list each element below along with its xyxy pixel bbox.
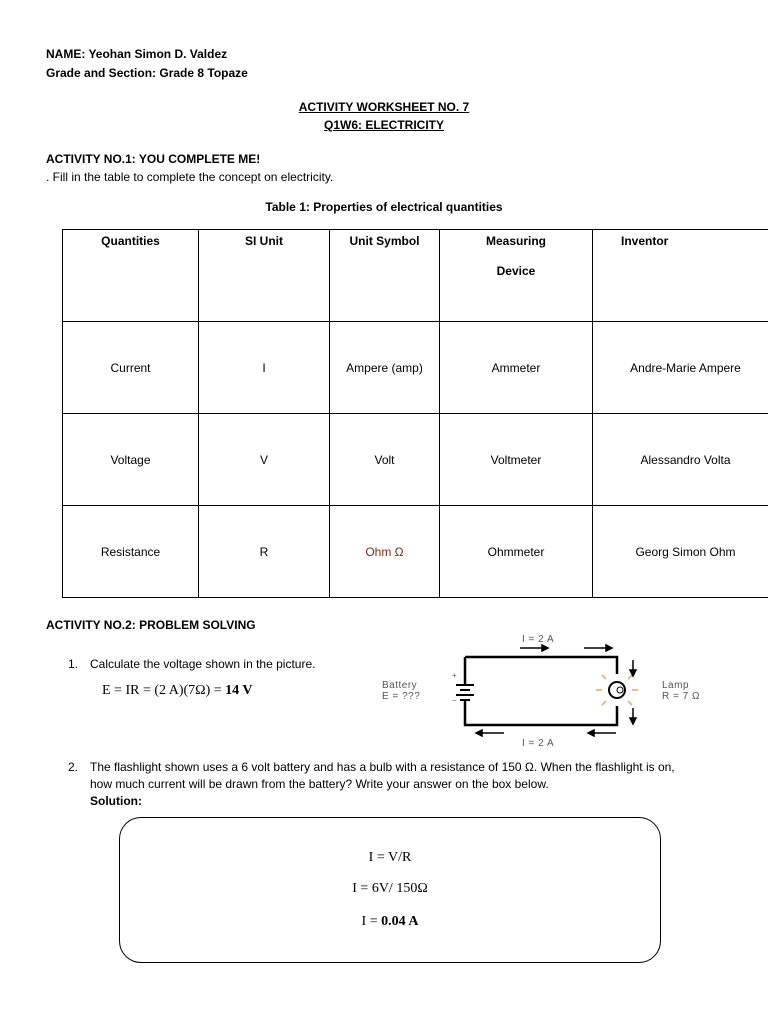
properties-table (62, 229, 768, 598)
header-quantities (63, 230, 199, 322)
grade-section: Grade and Section: Grade 8 Topaze (46, 66, 248, 80)
q1-answer-value: 14 V (225, 683, 253, 698)
lamp-value: R = 7 Ω (662, 691, 700, 702)
solution-final-value: 0.04 A (381, 914, 419, 929)
cell-quantity: Resistance (63, 506, 199, 598)
cell-quantity: Current (63, 322, 199, 414)
header-si-unit (199, 230, 330, 322)
q1-answer (102, 683, 253, 699)
q2-line1: The flashlight shown uses a 6 volt battery and has a bulb with a resistance of 150 Ω. When the flashlight is on, (90, 760, 675, 774)
cell-unit-symbol: Ohm Ω (330, 506, 440, 598)
cell-measuring-device: Voltmeter (440, 414, 593, 506)
q1-text: Calculate the voltage shown in the picture. (90, 657, 316, 671)
cell-inventor: Alessandro Volta (593, 414, 768, 506)
activity1-instruction: . Fill in the table to complete the concept on electricity. (46, 170, 334, 184)
cell-unit-symbol: Ampere (amp) (330, 322, 440, 414)
circuit-diagram (372, 630, 732, 752)
activity2-heading: ACTIVITY NO.2: PROBLEM SOLVING (46, 618, 256, 632)
current-arrow-down-icon (630, 660, 636, 724)
q1-number: 1. (68, 657, 79, 671)
table-row (63, 506, 768, 598)
table-header-row (63, 230, 768, 322)
cell-unit-symbol: Volt (330, 414, 440, 506)
solution-label: Solution: (90, 794, 142, 808)
worksheet-title: ACTIVITY WORKSHEET NO. 7 (298, 100, 470, 114)
battery-minus: − (452, 696, 458, 705)
table-row (63, 322, 768, 414)
cell-si-unit: I (199, 322, 330, 414)
wire-loop (465, 657, 617, 725)
battery-label: Battery (382, 680, 418, 691)
cell-inventor: Georg Simon Ohm (593, 506, 768, 598)
header-measuring-device (440, 230, 593, 322)
current-arrow-right-icon (520, 645, 612, 651)
table-caption: Table 1: Properties of electrical quantities (265, 200, 503, 214)
current-arrow-left-icon (476, 730, 616, 736)
student-name: NAME: Yeohan Simon D. Valdez (46, 47, 228, 61)
solution-line: I = V/R (368, 850, 412, 865)
header-measuring-label: Measuring (485, 234, 546, 248)
header-inventor-label: Inventor (621, 234, 669, 248)
solution-final-prefix: I = (361, 914, 382, 929)
header-inventor (593, 230, 768, 322)
solution-final (120, 914, 660, 930)
header-unit-symbol-label: Unit Symbol (349, 234, 420, 248)
cell-si-unit: V (199, 414, 330, 506)
worksheet-subtitle: Q1W6: ELECTRICITY (323, 118, 444, 132)
header-unit-symbol (330, 230, 440, 322)
battery-plus: + (452, 671, 458, 680)
header-si-unit-label: SI Unit (245, 234, 283, 248)
table-row (63, 414, 768, 506)
activity1-heading: ACTIVITY NO.1: YOU COMPLETE ME! (46, 152, 261, 166)
header-device-label: Device (496, 264, 536, 278)
solution-line: I = 6V/ 150Ω (352, 881, 428, 896)
header-quantities-label: Quantities (101, 234, 160, 248)
cell-quantity: Voltage (63, 414, 199, 506)
q2-number: 2. (68, 760, 79, 774)
current-label-bottom: I = 2 A (522, 738, 555, 749)
current-label-top: I = 2 A (522, 634, 555, 645)
cell-measuring-device: Ohmmeter (440, 506, 593, 598)
cell-inventor: Andre-Marie Ampere (593, 322, 768, 414)
q1-answer-formula: E = IR = (2 A)(7Ω) = (102, 683, 222, 698)
lamp-label: Lamp (662, 680, 690, 691)
solution-box (119, 817, 661, 963)
cell-si-unit: R (199, 506, 330, 598)
q2-line2: how much current will be drawn from the battery? Write your answer on the box below. (90, 777, 549, 791)
cell-measuring-device: Ammeter (440, 322, 593, 414)
battery-value: E = ??? (382, 691, 421, 702)
